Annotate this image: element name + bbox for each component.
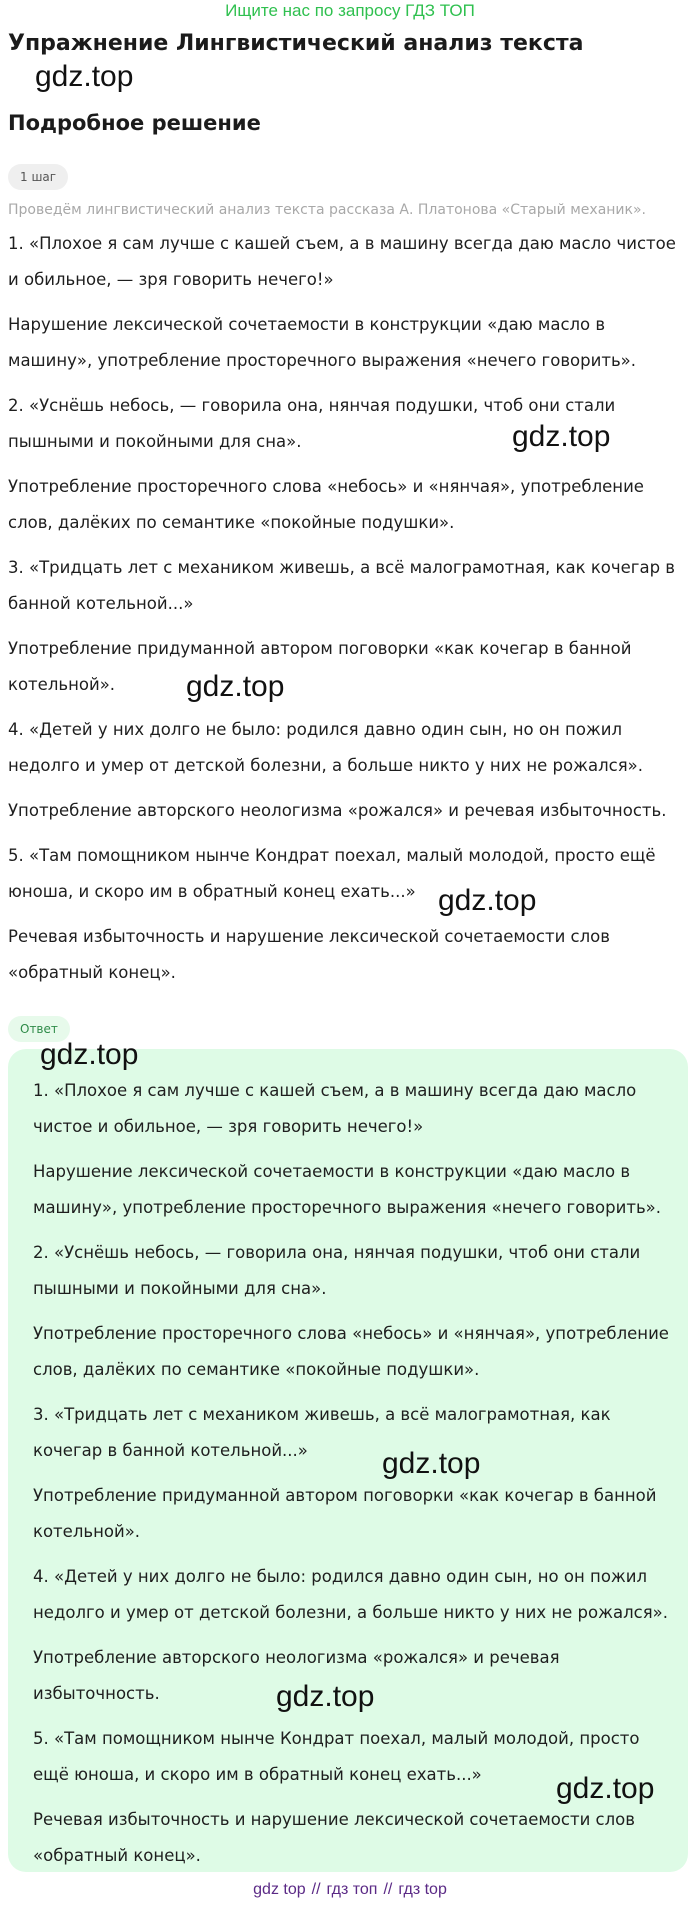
solution-paragraph: 3. «Тридцать лет с механиком живешь, а всё малограмотная, как кочегар в банной котельной...» xyxy=(8,558,676,613)
footer-link-gdz-top-ru[interactable]: гдз топ xyxy=(326,1881,378,1898)
solution-paragraph: Употребление просторечного слова «небось» и «нянчая», употребление слов, далёких по семантике «покойные подушки». xyxy=(8,477,644,532)
watermark: gdz.top xyxy=(438,884,537,917)
footer-separator: // xyxy=(383,1881,393,1898)
answer-paragraph: Нарушение лексической сочетаемости в конструкции «даю масло в машину», употребление просторечного выражения «нечего говорить». xyxy=(33,1162,662,1217)
watermark: gdz.top xyxy=(276,1680,375,1713)
watermark: gdz.top xyxy=(186,670,285,703)
answer-paragraph: 5. «Там помощником нынче Кондрат поехал, малый молодой, просто ещё юноша, и скоро им в обратный конец ехать...» xyxy=(33,1729,640,1784)
answer-badge: Ответ xyxy=(8,1016,70,1042)
answer-paragraph: Употребление авторского неологизма «рожался» и речевая избыточность. xyxy=(33,1648,560,1703)
step-badge: 1 шаг xyxy=(8,164,68,190)
solution-paragraph: 2. «Уснёшь небось, — говорила она, нянчая подушки, чтоб они стали пышными и покойными для сна». xyxy=(8,396,616,451)
watermark: gdz.top xyxy=(40,1038,139,1071)
footer-links xyxy=(0,1879,700,1901)
watermark: gdz.top xyxy=(512,420,611,453)
solution-paragraph: 5. «Там помощником нынче Кондрат поехал, малый молодой, просто ещё юноша, и скоро им в обратный конец ехать...» xyxy=(8,846,656,901)
footer-link-gdz-top[interactable]: gdz top xyxy=(253,1881,306,1898)
watermark: gdz.top xyxy=(35,60,134,93)
watermark: gdz.top xyxy=(556,1772,655,1805)
answer-paragraph: Употребление просторечного слова «небось» и «нянчая», употребление слов, далёких по семантике «покойные подушки». xyxy=(33,1324,669,1379)
answer-paragraph: 1. «Плохое я сам лучше с кашей съем, а в машину всегда даю масло чистое и обильное, — зря говорить нечего!» xyxy=(33,1081,637,1136)
solution-paragraph: Нарушение лексической сочетаемости в конструкции «даю масло в машину», употребление просторечного выражения «нечего говорить». xyxy=(8,315,637,370)
solution-paragraph: Речевая избыточность и нарушение лексической сочетаемости слов «обратный конец». xyxy=(8,927,610,982)
solution-paragraph: 4. «Детей у них долго не было: родился давно один сын, но он пожил недолго и умер от детской болезни, а больше никто у них не рожался». xyxy=(8,720,643,775)
answer-paragraph: 2. «Уснёшь небось, — говорила она, нянчая подушки, чтоб они стали пышными и покойными для сна». xyxy=(33,1243,641,1298)
watermark: gdz.top xyxy=(382,1447,481,1480)
solution-content xyxy=(8,226,688,1000)
section-title: Подробное решение xyxy=(8,111,261,135)
answer-content xyxy=(33,1073,673,1883)
answer-paragraph: Речевая избыточность и нарушение лексической сочетаемости слов «обратный конец». xyxy=(33,1810,635,1865)
solution-paragraph: 1. «Плохое я сам лучше с кашей съем, а в машину всегда даю масло чистое и обильное, — зря говорить нечего!» xyxy=(8,234,676,289)
answer-paragraph: Употребление придуманной автором поговорки «как кочегар в банной котельной». xyxy=(33,1486,657,1541)
intro-text: Проведём лингвистический анализ текста рассказа А. Платонова «Старый механик». xyxy=(8,202,646,218)
answer-paragraph: 4. «Детей у них долго не было: родился давно один сын, но он пожил недолго и умер от детской болезни, а больше никто у них не рожался». xyxy=(33,1567,668,1622)
solution-paragraph: Употребление авторского неологизма «рожался» и речевая избыточность. xyxy=(8,801,667,820)
search-banner: Ищите нас по запросу ГДЗ ТОП xyxy=(225,1,475,20)
footer-separator: // xyxy=(311,1881,321,1898)
answer-paragraph: 3. «Тридцать лет с механиком живешь, а всё малограмотная, как кочегар в банной котельной...» xyxy=(33,1405,611,1460)
footer-link-gdz-top-mixed[interactable]: гдз top xyxy=(398,1881,447,1898)
page-title: Упражнение Лингвистический анализ текста xyxy=(8,31,584,56)
solution-paragraph: Употребление придуманной автором поговорки «как кочегар в банной котельной». xyxy=(8,639,632,694)
